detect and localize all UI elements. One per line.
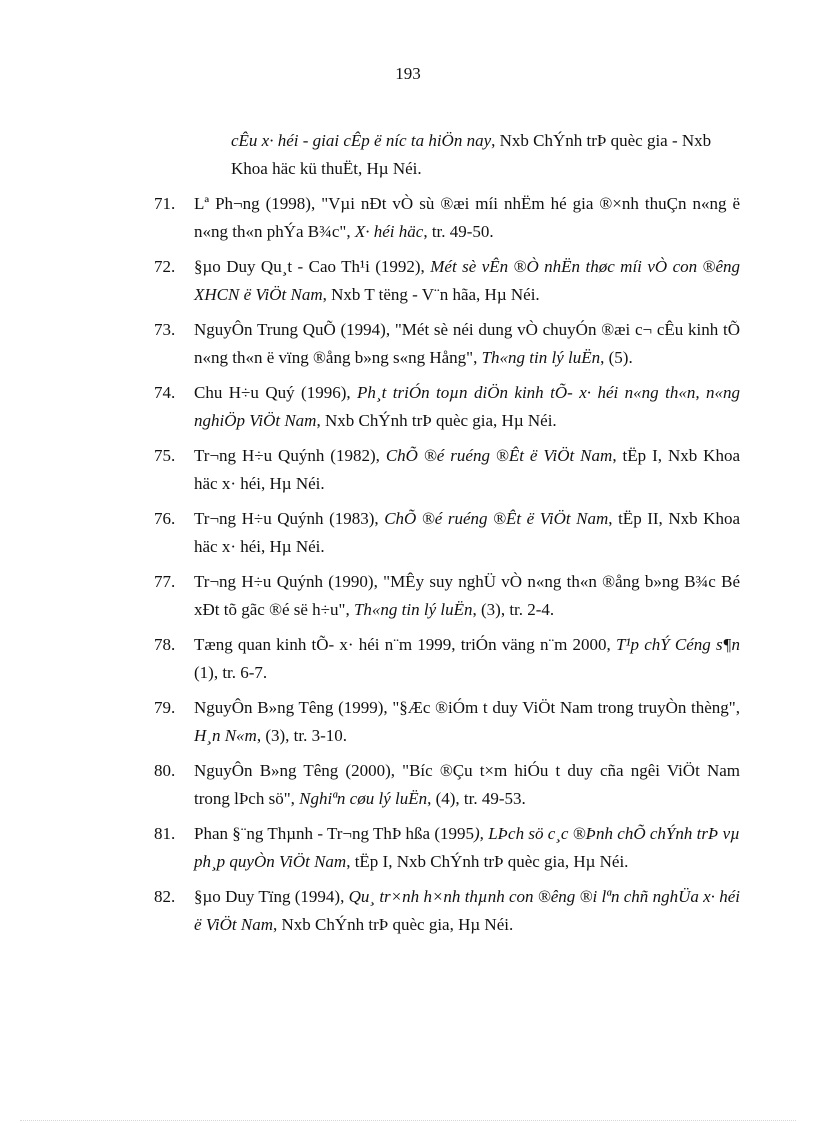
reference-title: Qu¸ tr×nh h×nh thµnh con ®êng ®i lªn chñ nghÜa x· héi ë ViÖt Nam xyxy=(194,887,740,934)
reference-title: Th«ng tin lý luËn xyxy=(353,599,473,619)
reference-number: 79. xyxy=(154,698,176,717)
page-bottom-rule xyxy=(20,1120,796,1121)
reference-lead: §µo Duy Qu¸t - Cao Th¹i (1992), xyxy=(194,257,431,276)
reference-tail: , tËp I, Nxb ChÝnh trÞ quèc gia, Hµ Néi. xyxy=(346,851,629,871)
reference-entry xyxy=(154,316,740,371)
reference-tail: , Nxb ChÝnh trÞ quèc gia, Hµ Néi. xyxy=(273,914,514,934)
reference-tail: , Nxb T tëng - V¨n hãa, Hµ Néi. xyxy=(322,284,540,304)
reference-lead: Tr¬ng H÷u Quýnh (1983), xyxy=(194,509,385,528)
reference-entry xyxy=(154,253,740,308)
reference-lead: §µo Duy Tïng (1994), xyxy=(194,887,349,906)
reference-text xyxy=(194,316,740,371)
reference-text xyxy=(194,883,740,938)
reference-entry xyxy=(154,379,740,434)
reference-text xyxy=(194,253,740,308)
reference-title: Nghiªn cøu lý luËn xyxy=(299,788,428,808)
reference-tail: , tr. 49-50. xyxy=(423,221,494,241)
reference-number: 82. xyxy=(154,887,176,906)
reference-text xyxy=(194,820,740,875)
reference-lead: NguyÔn B»ng Têng (2000), "Bíc ®Çu t×m hiÓu t duy cña ngêi ViÖt Nam trong lÞch sö", xyxy=(194,761,740,808)
reference-lead: Tr¬ng H÷u Quýnh (1982), xyxy=(194,446,386,465)
reference-title: T¹p chÝ Céng s¶n xyxy=(616,635,740,654)
reference-text xyxy=(194,379,740,434)
reference-number: 77. xyxy=(154,572,176,591)
reference-tail: (1), tr. 6-7. xyxy=(194,662,268,682)
reference-lead: Chu H÷u Quý (1996), xyxy=(194,383,358,402)
reference-lead: Tr¬ng H÷u Quýnh (1990), "MÊy suy nghÜ vÒ n«ng th«n ®ång b»ng B¾c Bé xÐt tõ gãc ®é së h÷u", xyxy=(194,572,740,619)
reference-number: 73. xyxy=(154,320,176,339)
page-number: 193 xyxy=(395,64,421,83)
reference-number: 76. xyxy=(154,509,176,528)
reference-number: 80. xyxy=(154,761,176,780)
reference-tail: , (3), tr. 2-4. xyxy=(472,599,555,619)
reference-text xyxy=(194,568,740,623)
reference-tail: , (3), tr. 3-10. xyxy=(256,725,347,745)
reference-title: Mét sè vÊn ®Ò nhËn thøc míi vÒ con ®êng XHCN ë ViÖt Nam xyxy=(194,257,741,304)
reference-number: 71. xyxy=(154,194,176,213)
reference-text xyxy=(194,631,740,686)
reference-entry xyxy=(154,568,740,623)
reference-entry xyxy=(154,505,740,560)
reference-title: ), LÞch sö c¸c ®Þnh chÕ chÝnh trÞ vµ ph¸p quyÒn ViÖt Nam xyxy=(194,824,740,871)
reference-continuation xyxy=(154,127,740,182)
reference-text xyxy=(194,757,740,812)
reference-lead: Lª Ph¬ng (1998), "Vµi nÐt vÒ sù ®æi míi nhËm hé gia ®×nh thuÇn n«ng ë n«ng th«n phÝa B¾c", xyxy=(194,194,740,241)
reference-list xyxy=(154,127,740,946)
reference-number: 75. xyxy=(154,446,176,465)
reference-entry xyxy=(154,757,740,812)
reference-entry xyxy=(154,694,740,749)
reference-title: Ph¸t triÓn toµn diÖn kinh tÕ- x· héi n«ng th«n, n«ng nghiÖp ViÖt Nam xyxy=(194,383,741,430)
reference-lead: NguyÔn B»ng Têng (1999), "§Æc ®iÓm t duy ViÖt Nam trong truyÒn thèng", xyxy=(194,698,740,717)
reference-entry xyxy=(154,190,740,245)
reference-tail: , Nxb ChÝnh trÞ quèc gia, Hµ Néi. xyxy=(316,410,557,430)
reference-number: 72. xyxy=(154,257,176,276)
reference-text xyxy=(194,505,740,560)
reference-lead: NguyÔn Trung QuÕ (1994), "Mét sè néi dung vÒ chuyÓn ®æi c¬ cÊu kinh tÕ n«ng th«n ë vïng ®ång b»ng s«ng Hång", xyxy=(194,320,740,367)
reference-title: ChÕ ®é ruéng ®Êt ë ViÖt Nam xyxy=(384,509,609,528)
reference-publisher: , Nxb ChÝnh trÞ quèc gia - Nxb Khoa häc kü thuËt, Hµ Néi. xyxy=(231,131,712,178)
reference-text xyxy=(194,694,740,749)
reference-entry xyxy=(154,631,740,686)
reference-number: 81. xyxy=(154,824,176,843)
reference-title: cÊu x· héi - giai cÊp ë níc ta hiÖn nay xyxy=(231,131,492,150)
reference-lead: Tæng quan kinh tÕ- x· héi n¨m 1999, triÓn väng n¨m 2000, xyxy=(194,635,616,654)
reference-text xyxy=(194,442,740,497)
reference-tail: , (4), tr. 49-53. xyxy=(427,788,526,808)
reference-entry xyxy=(154,820,740,875)
reference-number: 74. xyxy=(154,383,176,402)
reference-entry xyxy=(154,442,740,497)
reference-title: ChÕ ®é ruéng ®Êt ë ViÖt Nam xyxy=(385,446,613,465)
reference-title: H¸n N«m xyxy=(194,725,257,745)
reference-tail: , tËp II, Nxb Khoa häc x· héi, Hµ Néi. xyxy=(194,509,741,556)
reference-tail: , (5). xyxy=(600,347,633,367)
reference-tail: , tËp I, Nxb Khoa häc x· héi, Hµ Néi. xyxy=(194,446,740,493)
reference-entry xyxy=(154,883,740,938)
reference-text xyxy=(194,190,740,245)
reference-title: X· héi häc xyxy=(354,221,424,241)
reference-title: Th«ng tin lý luËn xyxy=(481,347,601,367)
reference-entries xyxy=(154,190,740,938)
reference-lead: Phan §¨ng Thµnh - Tr¬ng ThÞ hßa (1995 xyxy=(194,824,475,843)
reference-number: 78. xyxy=(154,635,176,654)
